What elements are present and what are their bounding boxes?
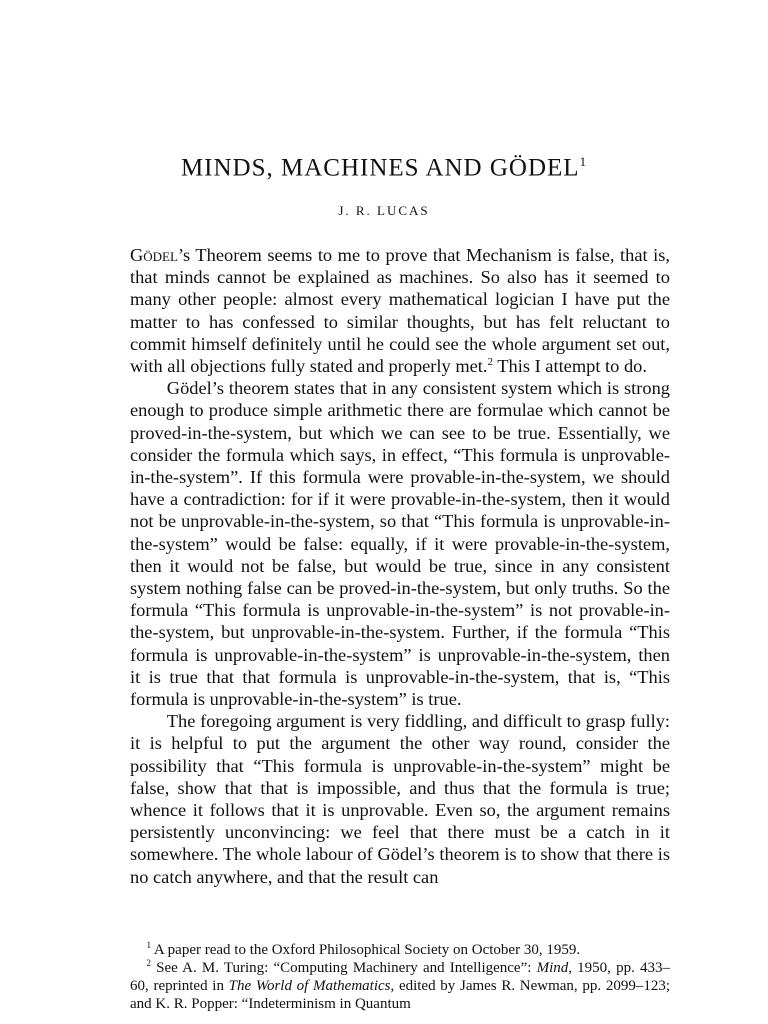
paragraph-1-text-b: This I attempt to do. [493,356,647,377]
title-footnote-mark: 1 [579,154,588,169]
paragraph-3: The foregoing argument is very fiddling, and difficult to grasp fully: it is helpful to put the argument the other way round, consider the possibility that “This formula is unprovable-in-the-system” might be false, show that that is impossible, and thus that the formula is true; whence it follows that it is unprovable. Even so, the argument remains persistently unconvincing: we feel that there must be a catch in it somewhere. The whole labour of Gödel’s theorem is to show that there is no catch anywhere, and that the result can [130,711,670,887]
footnote-2-book: The World of Mathematics [228,978,391,994]
footnote-1-mark: 1 [146,940,151,950]
lead-word: Gödel [130,245,178,265]
author-line: J. R. LUCAS [338,203,430,218]
footnote-2 [130,959,670,1013]
footnote-2-text-c: , edited by James R. Newman, pp. 2099–123; and K. R. Popper: “Indeterminism in Quantum [130,978,670,1012]
footnote-2-text-b: , 1950, pp. 433–60, reprinted in [130,960,670,994]
article-title [0,154,768,182]
paragraph-2: Gödel’s theorem states that in any consistent system which is strong enough to produce simple arithmetic there are formulae which cannot be proved-in-the-system, but which we can see to be true. Essentially, we consider the formula which says, in effect, “This formula is unprovable-in-the-system”. If this formula were provable-in-the-system, we should have a contradiction: for if it were provable-in-the-system, then it would not be unprovable-in-the-system, so that “This formula is unprovable-in-the-system” would be false: equally, if it were provable-in-the-system, then it would not be false, but would be true, since in any consistent system nothing false can be proved-in-the-system, but only truths. So the formula “This formula is unprovable-in-the-system” is not provable-in-the-system, but unprovable-in-the-system. Further, if the formula “This formula is unprovable-in-the-system” is unprovable-in-the-system, then it is true that that formula is unprovable-in-the-system, that is, “This formula is unprovable-in-the-system” is true. [130,378,670,710]
footnote-1 [130,941,670,959]
footnote-1-text: A paper read to the Oxford Philosophical Society on October 30, 1959. [151,942,581,958]
title-text: MINDS, MACHINES AND GÖDEL [180,154,580,182]
article-body [130,244,670,888]
footnote-2-text-a: See A. M. Turing: “Computing Machinery and Intelligence”: [151,960,537,976]
paragraph-1 [130,244,670,377]
paragraph-1-text-a: ’s Theorem seems to me to prove that Mechanism is false, that is, that minds cannot be explained as machines. So also has it seemed to many other people: almost every mathematical logician I have put the matter to has confessed to similar thoughts, but has felt reluctant to commit himself definitely until he could see the whole argument set out, with all objections fully stated and properly met. [130,245,670,377]
footnote-2-mark: 2 [146,958,151,968]
footnote-2-journal: Mind [536,960,569,976]
footnotes [130,941,670,1013]
footnote-ref-2: 2 [487,355,494,368]
